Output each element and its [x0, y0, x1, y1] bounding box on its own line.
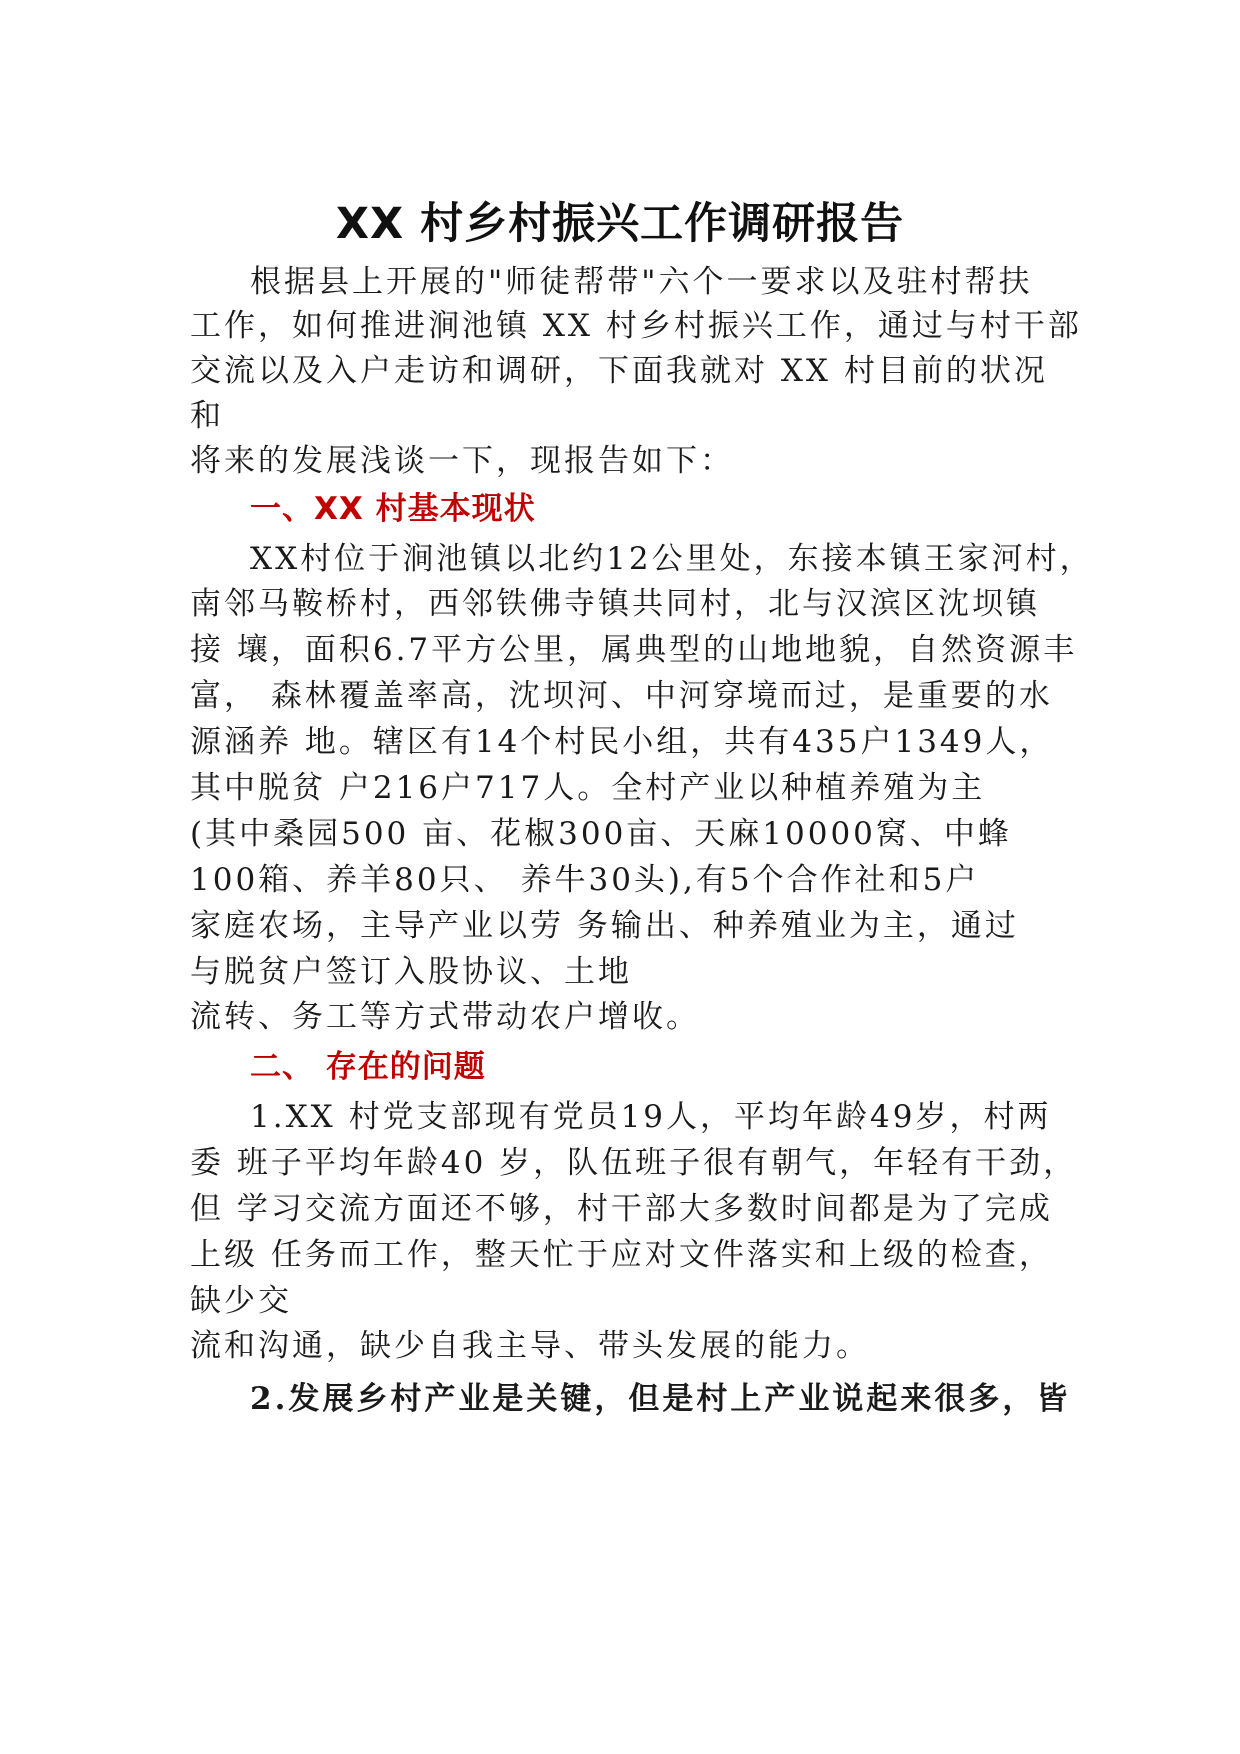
section-1-line-9: 家庭农场，主导产业以劳 务输出、种养殖业为主，通过 — [190, 908, 1019, 944]
section-2-line-1: 1.XX 村党支部现有党员19人，平均年龄49岁，村两 — [250, 1099, 1052, 1135]
section-2-heading: 二、 存在的问题 — [250, 1049, 486, 1085]
section-1-line-6: 其中脱贫 户216户717人。全村产业以种植养殖为主 — [190, 770, 986, 806]
section-1-line-10: 与脱贫户签订入股协议、土地 — [190, 954, 632, 990]
section-1-line-8: 100箱、养羊80只、 养牛30头),有5个合作社和5户 — [190, 862, 980, 898]
section-1-line-11: 流转、务工等方式带动农户增收。 — [190, 999, 700, 1035]
intro-line-2: 工作，如何推进涧池镇 XX 村乡村振兴工作，通过与村干部 — [190, 308, 1082, 344]
point-2-line: 2.发展乡村产业是关键，但是村上产业说起来很多，皆 — [250, 1381, 1071, 1417]
section-2-line-3: 但 学习交流方面还不够，村干部大多数时间都是为了完成 — [190, 1191, 1053, 1227]
intro-line-3: 交流以及入户走访和调研，下面我就对 XX 村目前的状况 — [190, 353, 1048, 389]
section-1-line-3: 接 壤，面积6.7平方公里，属典型的山地地貌，自然资源丰 — [190, 632, 1078, 668]
section-2-line-2: 委 班子平均年龄40 岁，队伍班子很有朝气，年轻有干劲， — [190, 1145, 1078, 1181]
intro-line-1: 根据县上开展的"师徒帮带"六个一要求以及驻村帮扶 — [250, 264, 1033, 300]
section-2-line-5: 缺少交 — [190, 1283, 292, 1319]
section-1-line-7: (其中桑园500 亩、花椒300亩、天麻10000窝、中蜂 — [190, 816, 1012, 852]
intro-line-5: 将来的发展浅谈一下，现报告如下： — [190, 443, 734, 479]
intro-line-4: 和 — [190, 398, 224, 434]
section-1-line-5: 源涵养 地。辖区有14个村民小组，共有435户1349人， — [190, 724, 1054, 760]
section-1-heading: 一、XX 村基本现状 — [250, 491, 536, 527]
section-2-line-6: 流和沟通，缺少自我主导、带头发展的能力。 — [190, 1328, 870, 1364]
document-title: XX 村乡村振兴工作调研报告 — [335, 199, 905, 249]
section-1-line-2: 南邻马鞍桥村，西邻铁佛寺镇共同村，北与汉滨区沈坝镇 — [190, 586, 1040, 622]
section-1-line-1: XX村位于涧池镇以北约12公里处，东接本镇王家河村， — [250, 541, 1094, 577]
section-2-line-4: 上级 任务而工作，整天忙于应对文件落实和上级的检查， — [190, 1237, 1053, 1273]
section-1-line-4: 富， 森林覆盖率高，沈坝河、中河穿境而过，是重要的水 — [190, 678, 1053, 714]
